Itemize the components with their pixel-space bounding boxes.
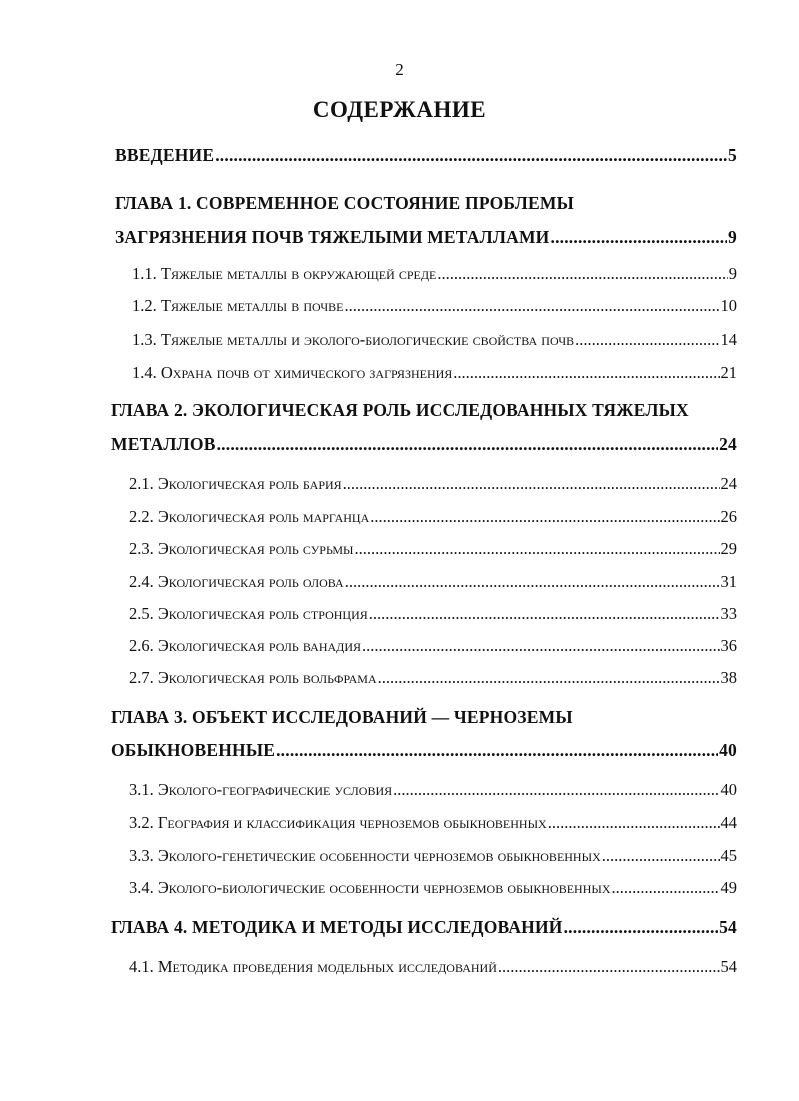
- toc-entry-chapter-3[interactable]: [111, 740, 737, 761]
- dot-leader: [437, 264, 727, 284]
- toc-entry-page: 10: [720, 296, 737, 315]
- chapter-2-title-line1: ГЛАВА 2. ЭКОЛОГИЧЕСКАЯ РОЛЬ ИССЛЕДОВАННЫХ ТЯЖЕЛЫХ: [111, 400, 689, 420]
- toc-entry-page: 45: [720, 846, 737, 865]
- toc-entry-section[interactable]: [129, 878, 737, 898]
- toc-entry-label: 1.1. Тяжелые металлы в окружающей среде: [132, 264, 437, 283]
- toc-entry-label: ВВЕДЕНИЕ: [115, 145, 215, 165]
- toc-entry-section[interactable]: [132, 363, 737, 383]
- toc-entry-label: 2.4. Экологическая роль олова: [129, 572, 344, 591]
- toc-entry-page: 54: [719, 917, 737, 937]
- toc-entry-label: 1.4. Охрана почв от химического загрязнения: [132, 363, 453, 382]
- toc-entry-section[interactable]: [129, 846, 737, 866]
- toc-entry-label: МЕТАЛЛОВ: [111, 434, 216, 454]
- toc-entry-section[interactable]: [132, 296, 737, 316]
- toc-entry-label: 2.7. Экологическая роль вольфрама: [129, 668, 377, 687]
- toc-entry-label: 3.1. Эколого-географические условия: [129, 780, 393, 799]
- toc-entry-page: 14: [720, 330, 737, 349]
- dot-leader: [548, 813, 720, 833]
- toc-entry-page: 36: [720, 636, 737, 655]
- toc-entry-page: 54: [720, 957, 737, 976]
- toc-entry-section[interactable]: [132, 330, 737, 350]
- dot-leader: [378, 668, 720, 688]
- toc-entry-label: 3.2. География и классификация черноземов обыкновенных: [129, 813, 547, 832]
- dot-leader: [354, 539, 719, 559]
- toc-entry-label: 2.3. Экологическая роль сурьмы: [129, 539, 354, 558]
- toc-entry-label: ГЛАВА 4. МЕТОДИКА И МЕТОДЫ ИССЛЕДОВАНИЙ: [111, 917, 563, 937]
- dot-leader: [217, 434, 719, 455]
- toc-entry-section[interactable]: [129, 507, 737, 527]
- toc-entry-label: 1.2. Тяжелые металлы в почве: [132, 296, 344, 315]
- toc-entry-label: 2.6. Экологическая роль ванадия: [129, 636, 362, 655]
- toc-entry-section[interactable]: [132, 264, 737, 284]
- dot-leader: [345, 572, 720, 592]
- toc-entry-label: 2.1. Экологическая роль бария: [129, 474, 342, 493]
- toc-entry-page: 9: [728, 264, 737, 283]
- dot-leader: [276, 740, 718, 761]
- toc-entry-label: 3.3. Эколого-генетические особенности черноземов обыкновенных: [129, 846, 601, 865]
- dot-leader: [362, 636, 719, 656]
- dot-leader: [370, 507, 719, 527]
- toc-entry-page: 40: [719, 740, 737, 760]
- toc-entry-page: 9: [728, 227, 737, 247]
- dot-leader: [564, 917, 718, 938]
- toc-entry-section[interactable]: [129, 539, 737, 559]
- page-title: СОДЕРЖАНИЕ: [312, 97, 487, 122]
- toc-entry-label: 4.1. Методика проведения модельных исследований: [129, 957, 497, 976]
- dot-leader: [575, 330, 719, 350]
- toc-entry-page: 31: [720, 572, 737, 591]
- toc-entry-page: 24: [720, 474, 737, 493]
- toc-entry-section[interactable]: [129, 813, 737, 833]
- chapter-3-title-line1: ГЛАВА 3. ОБЪЕКТ ИССЛЕДОВАНИЙ — ЧЕРНОЗЕМЫ: [111, 707, 573, 727]
- page-number: 2: [395, 60, 404, 79]
- toc-entry-chapter-2[interactable]: [111, 434, 737, 455]
- toc-entry-page: 24: [719, 434, 737, 454]
- dot-leader: [215, 145, 727, 166]
- toc-entry-label: 2.5. Экологическая роль стронция: [129, 604, 368, 623]
- toc-entry-label: 1.3. Тяжелые металлы и эколого-биологические свойства почв: [132, 330, 575, 349]
- dot-leader: [551, 227, 728, 248]
- toc-entry-chapter-4[interactable]: [111, 917, 737, 938]
- dot-leader: [498, 957, 720, 977]
- dot-leader: [393, 780, 719, 800]
- dot-leader: [343, 474, 720, 494]
- toc-entry-section[interactable]: [129, 780, 737, 800]
- toc-entry-page: 5: [728, 145, 737, 165]
- toc-entry-section[interactable]: [129, 604, 737, 624]
- toc-entry-section[interactable]: [129, 957, 737, 977]
- toc-entry-page: 49: [720, 878, 737, 897]
- toc-entry-section[interactable]: [129, 474, 737, 494]
- toc-entry-section[interactable]: [129, 636, 737, 656]
- toc-entry-label: ОБЫКНОВЕННЫЕ: [111, 740, 276, 760]
- chapter-1-title-line1: ГЛАВА 1. СОВРЕМЕННОЕ СОСТОЯНИЕ ПРОБЛЕМЫ: [115, 193, 574, 213]
- toc-entry-label: 2.2. Экологическая роль марганца: [129, 507, 370, 526]
- dot-leader: [345, 296, 720, 316]
- toc-entry-label: ЗАГРЯЗНЕНИЯ ПОЧВ ТЯЖЕЛЫМИ МЕТАЛЛАМИ: [115, 227, 550, 247]
- toc-entry-page: 29: [720, 539, 737, 558]
- toc-entry-page: 21: [720, 363, 737, 382]
- toc-entry-page: 26: [720, 507, 737, 526]
- dot-leader: [602, 846, 720, 866]
- toc-entry-section[interactable]: [129, 572, 737, 592]
- toc-entry-section[interactable]: [129, 668, 737, 688]
- toc-entry-label: 3.4. Эколого-биологические особенности черноземов обыкновенных: [129, 878, 611, 897]
- toc-entry-chapter-1[interactable]: [115, 227, 737, 248]
- toc-entry-page: 40: [720, 780, 737, 799]
- toc-entry-page: 44: [720, 813, 737, 832]
- dot-leader: [369, 604, 720, 624]
- toc-entry-page: 38: [720, 668, 737, 687]
- toc-entry-introduction[interactable]: [115, 145, 737, 166]
- toc-entry-page: 33: [720, 604, 737, 623]
- dot-leader: [612, 878, 720, 898]
- dot-leader: [453, 363, 719, 383]
